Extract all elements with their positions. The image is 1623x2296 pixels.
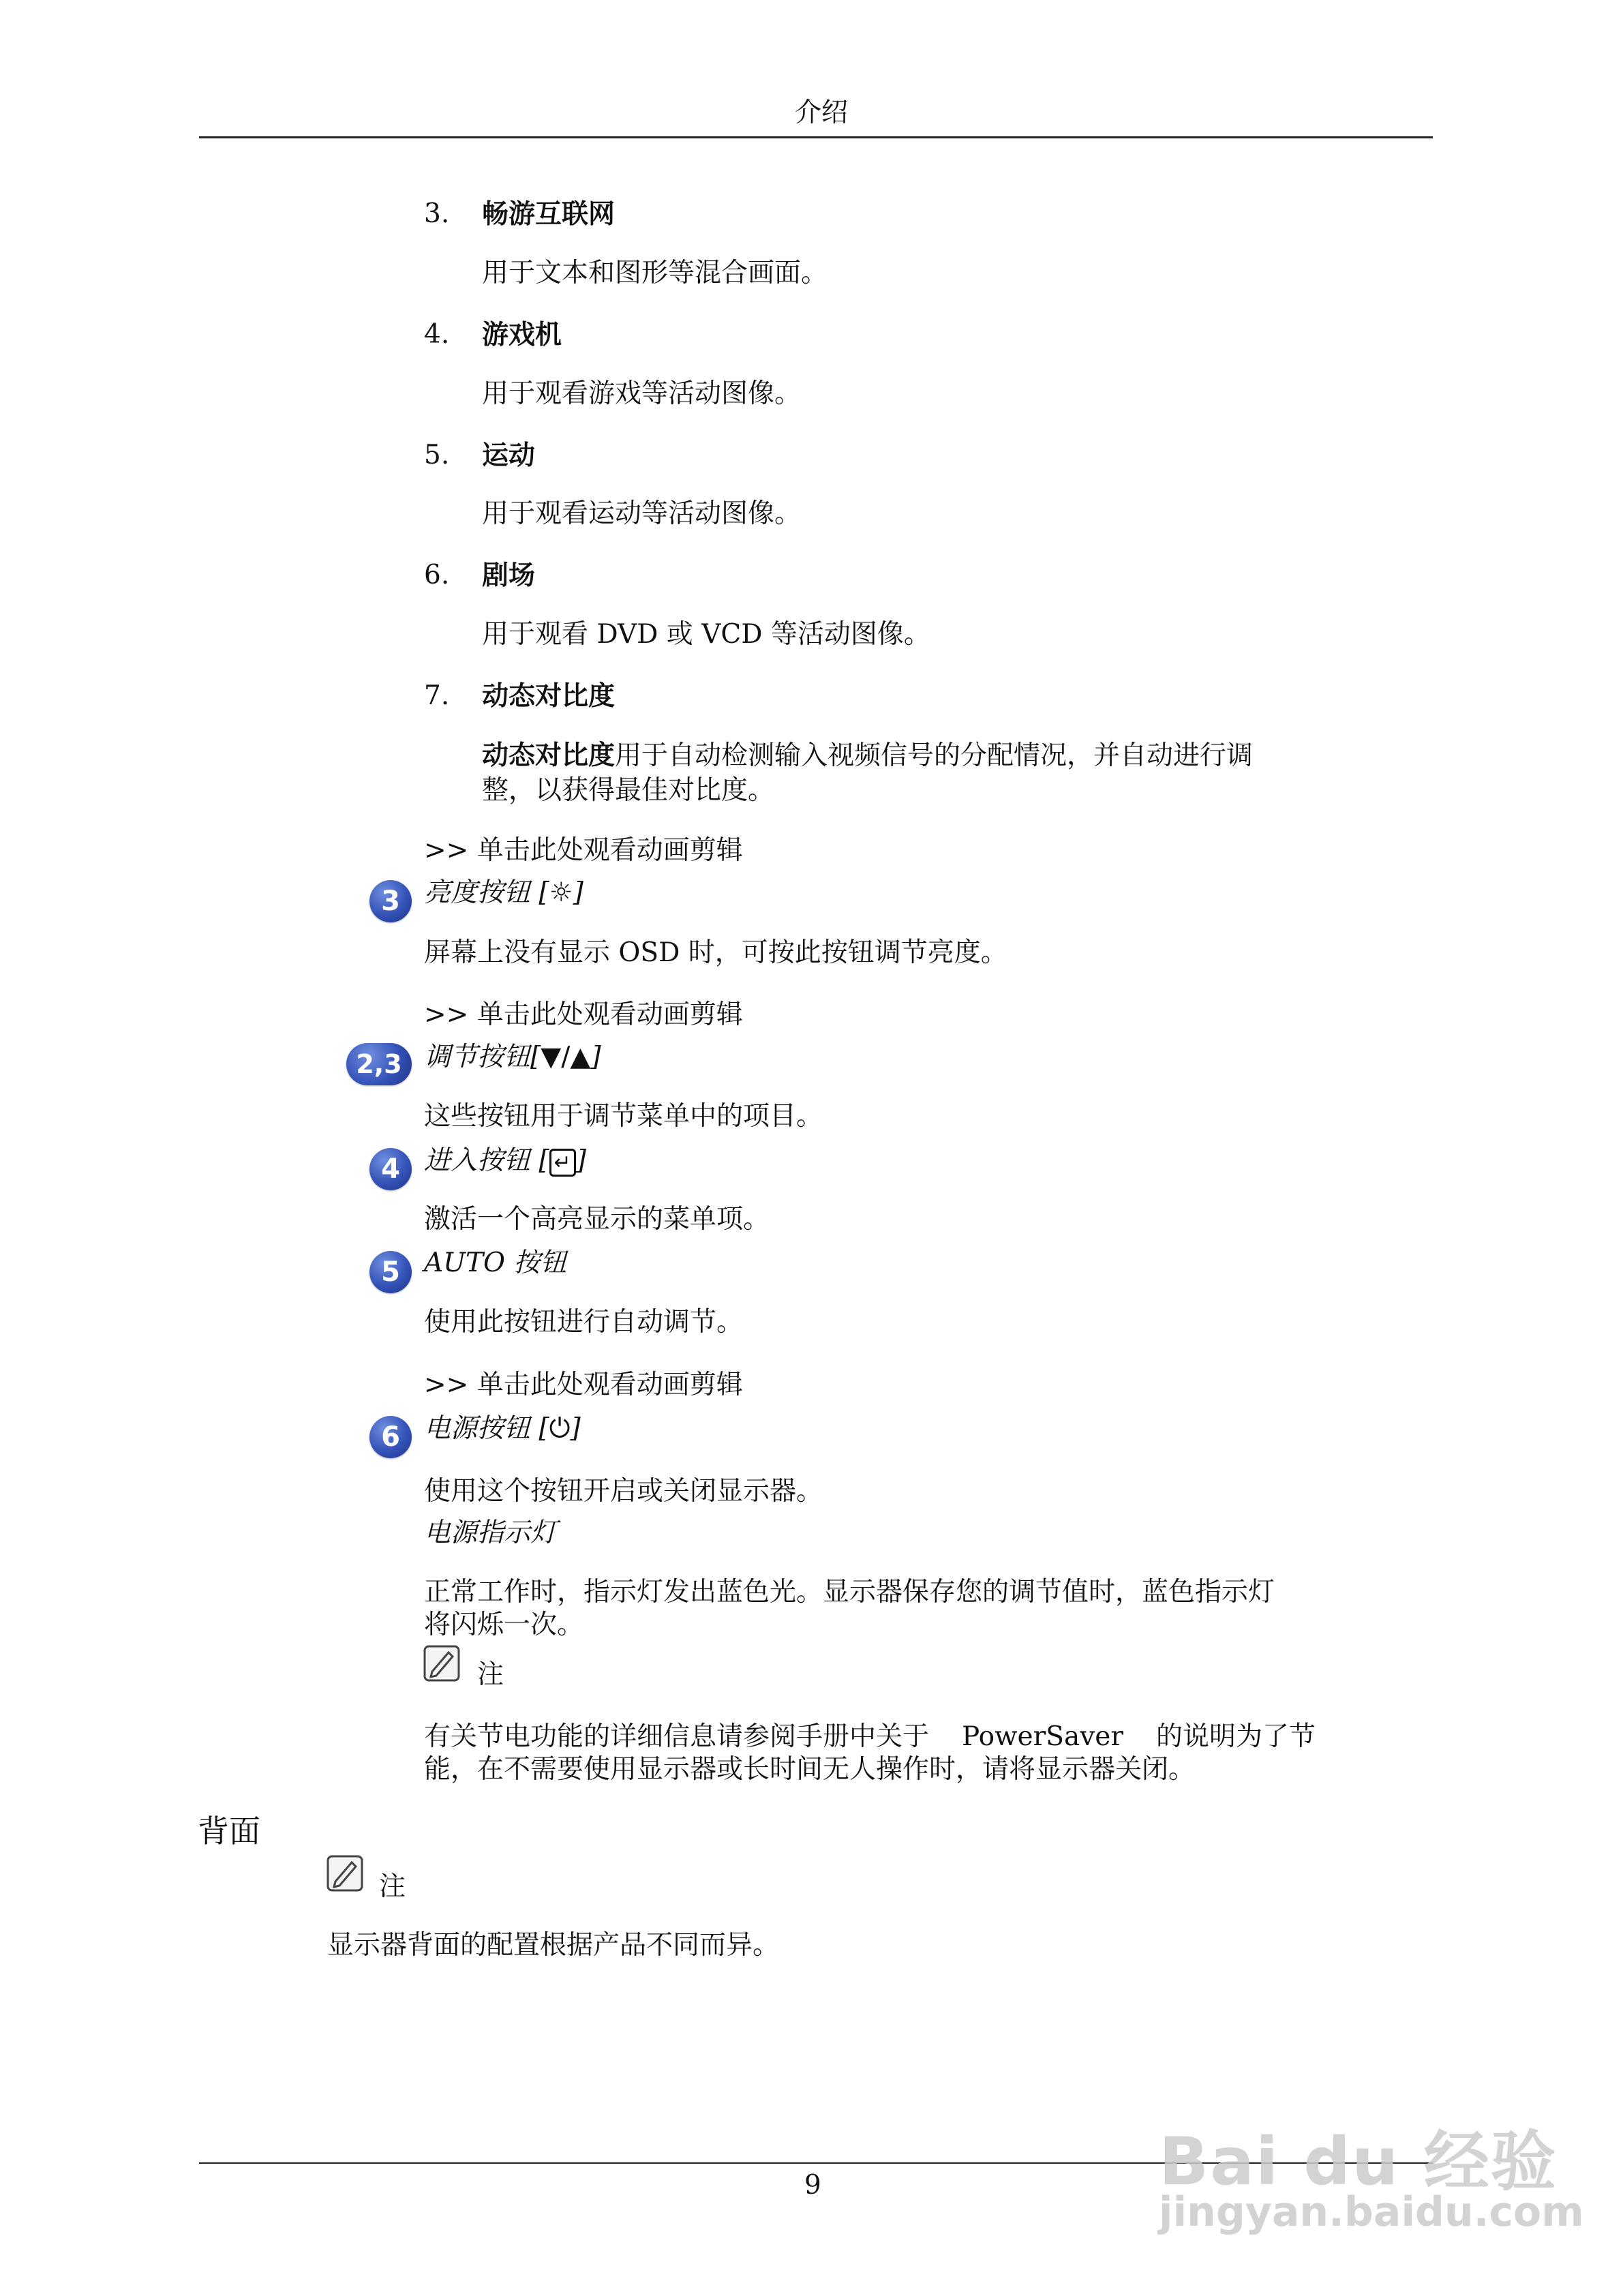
power-button-text: 电源按钮 xyxy=(424,1413,531,1444)
badge-2-3-icon: 2,3 xyxy=(346,1043,412,1085)
badge-5-icon: 5 xyxy=(369,1251,412,1293)
item-description-line2: 整，以获得最佳对比度。 xyxy=(482,775,775,806)
badge-3-icon: 3 xyxy=(369,880,412,922)
sun-icon: ☼ xyxy=(549,877,573,908)
item-description xyxy=(482,738,1253,774)
animation-clip-link[interactable]: >> 单击此处观看动画剪辑 xyxy=(424,999,743,1030)
adjust-button-text: 调节按钮 xyxy=(424,1042,531,1072)
power-button-label: 电源按钮 [⏻] xyxy=(424,1413,581,1444)
badge-4-icon: 4 xyxy=(369,1148,412,1190)
enter-button-label: 进入按钮 [ ↵ ] xyxy=(424,1145,586,1176)
note-text-part: 的说明为了节 xyxy=(1156,1721,1316,1752)
powersaver-term: PowerSaver xyxy=(962,1721,1123,1752)
note-label: 注 xyxy=(379,1871,406,1902)
enter-button-text: 进入按钮 xyxy=(424,1145,531,1176)
brightness-button-label: 亮度按钮 [☼] xyxy=(424,877,583,908)
item-number: 5. xyxy=(424,440,450,470)
item-number: 7. xyxy=(424,680,450,711)
note-text-part: 有关节电功能的详细信息请参阅手册中关于 xyxy=(424,1721,930,1752)
adjust-button-label: 调节按钮[▼/▲] xyxy=(424,1042,601,1072)
brightness-button-text: 亮度按钮 xyxy=(424,877,531,908)
adjust-button-description: 这些按钮用于调节菜单中的项目。 xyxy=(424,1101,823,1132)
power-indicator-label: 电源指示灯 xyxy=(424,1517,558,1548)
item-description: 用于观看 DVD 或 VCD 等活动图像。 xyxy=(482,619,930,650)
auto-button-label: AUTO 按钮 xyxy=(424,1248,567,1278)
item-description: 用于观看运动等活动图像。 xyxy=(482,498,802,529)
badge-6-icon: 6 xyxy=(369,1416,412,1458)
power-indicator-description: 正常工作时，指示灯发出蓝色光。显示器保存您的调节值时，蓝色指示灯 xyxy=(424,1577,1275,1607)
power-indicator-description-line2: 将闪烁一次。 xyxy=(424,1610,584,1640)
item-description-text: 用于自动检测输入视频信号的分配情况，并自动进行调 xyxy=(615,740,1254,771)
section-heading-back: 背面 xyxy=(198,1813,260,1849)
item-number: 4. xyxy=(424,319,450,350)
item-title: 动态对比度 xyxy=(482,680,616,712)
auto-button-description: 使用此按钮进行自动调节。 xyxy=(424,1307,744,1338)
page-header-title: 介绍 xyxy=(795,97,849,128)
power-icon: ⏻ xyxy=(549,1413,571,1444)
item-number: 3. xyxy=(424,198,450,229)
item-description: 用于文本和图形等混合画面。 xyxy=(482,258,828,288)
brightness-button-description: 屏幕上没有显示 OSD 时，可按此按钮调节亮度。 xyxy=(424,937,1007,968)
animation-clip-link[interactable]: >> 单击此处观看动画剪辑 xyxy=(424,835,743,866)
note-text xyxy=(424,1719,1316,1755)
item-title: 畅游互联网 xyxy=(482,198,616,230)
note-icon xyxy=(423,1644,464,1684)
header-rule xyxy=(199,136,1433,138)
item-title: 运动 xyxy=(482,440,536,471)
down-up-arrows-icon: ▼/▲ xyxy=(541,1042,591,1072)
item-number: 6. xyxy=(424,560,450,590)
item-title: 游戏机 xyxy=(482,319,562,350)
page-number: 9 xyxy=(804,2170,821,2201)
enter-button-description: 激活一个高亮显示的菜单项。 xyxy=(424,1204,770,1235)
power-button-description: 使用这个按钮开启或关闭显示器。 xyxy=(424,1476,823,1507)
enter-icon: ↵ xyxy=(549,1149,576,1177)
note-label: 注 xyxy=(477,1659,504,1690)
note-icon xyxy=(326,1854,367,1894)
item-title: 剧场 xyxy=(482,560,536,591)
baidu-watermark-logo: Bai du 经验 xyxy=(1159,2124,1558,2200)
item-description: 用于观看游戏等活动图像。 xyxy=(482,378,802,409)
animation-clip-link[interactable]: >> 单击此处观看动画剪辑 xyxy=(424,1370,743,1400)
item-description-bold: 动态对比度 xyxy=(482,740,616,771)
back-note-text: 显示器背面的配置根据产品不同而异。 xyxy=(327,1930,780,1961)
baidu-watermark-url: jingyan.baidu.com xyxy=(1159,2188,1584,2236)
note-text-line2: 能，在不需要使用显示器或长时间无人操作时，请将显示器关闭。 xyxy=(424,1754,1196,1785)
